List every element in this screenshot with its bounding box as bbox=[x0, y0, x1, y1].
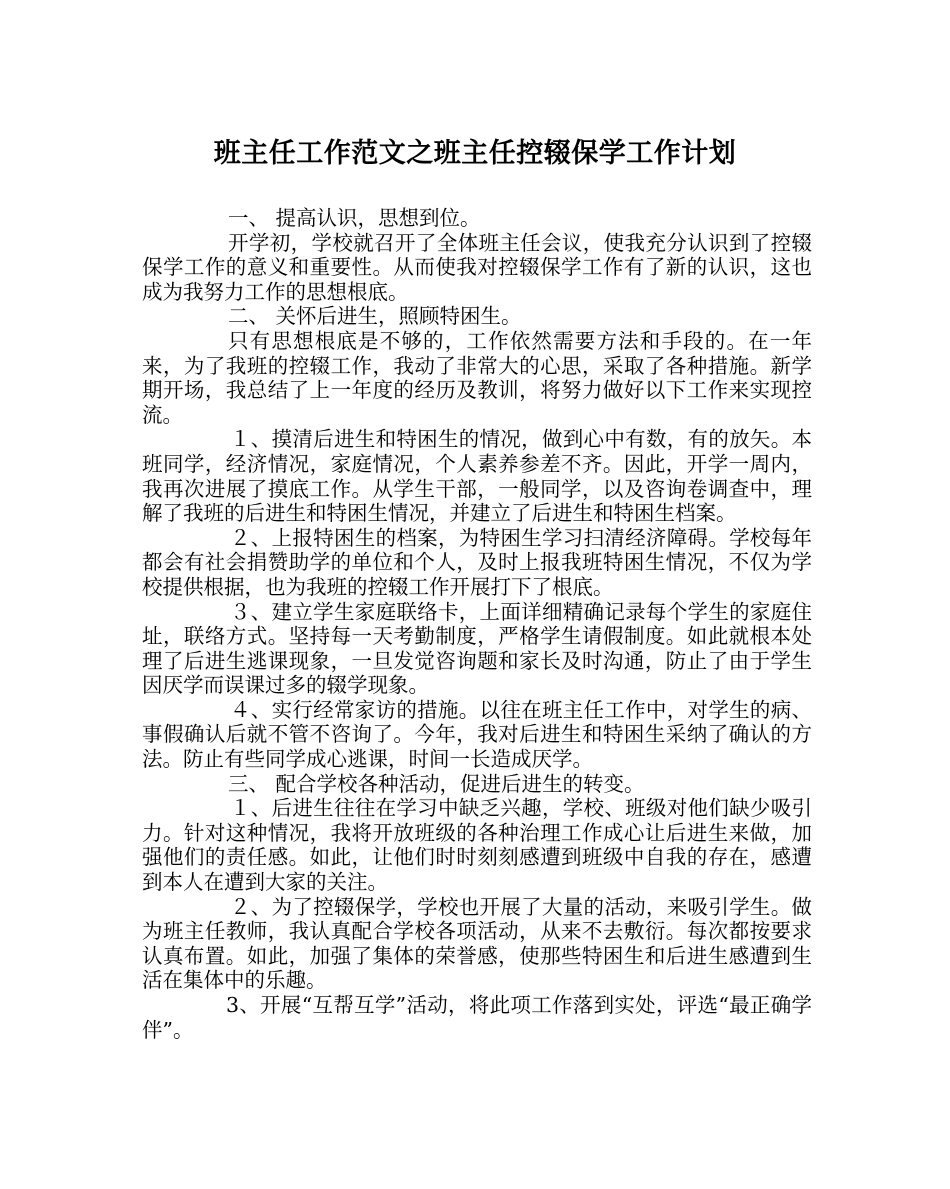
list-item: ２、上报特困生的档案，为特困生学习扫清经济障碍。学校每年都会有社会捐赞助学的单位和个人，及时上报我班特困生情况，不仅为学校提供根据，也为我班的控辍工作开展打下了根底。 bbox=[142, 525, 812, 599]
list-item: １、摸清后进生和特困生的情况，做到心中有数，有的放矢。本班同学，经济情况，家庭情况，个人素养参差不齐。因此，开学一周内，我再次进展了摸底工作。从学生干部，一般同学，以及咨询卷调查中，理解了我班的后进生和特困生情况，并建立了后进生和特困生档案。 bbox=[142, 427, 812, 526]
section-heading-1: 一、 提高认识，思想到位。 bbox=[228, 206, 481, 230]
list-item: １、后进生往往在学习中缺乏兴趣，学校、班级对他们缺少吸引力。针对这种情况，我将开放班级的各种治理工作成心让后进生来做，加强他们的责任感。如此，让他们时时刻刻感遭到班级中自我的存在，感遭到本人在遭到大家的关注。 bbox=[142, 796, 812, 895]
list-item: ２、为了控辍保学，学校也开展了大量的活动，来吸引学生。做为班主任教师，我认真配合学校各项活动，从来不去敷衍。每次都按要求认真布置。如此，加强了集体的荣誉感，使那些特困生和后进生感遭到生活在集体中的乐趣。 bbox=[142, 894, 812, 993]
list-item: ３、建立学生家庭联络卡，上面详细精确记录每个学生的家庭住址，联络方式。坚持每一天考勤制度，严格学生请假制度。如此就根本处理了后进生逃课现象，一旦发觉咨询题和家长及时沟通，防止了由于学生因厌学而误课过多的辍学现象。 bbox=[142, 599, 812, 698]
document-title: 班主任工作范文之班主任控辍保学工作计划 bbox=[213, 138, 737, 169]
list-item: 3、开展“互帮互学”活动，将此项工作落到实处，评选“最正确学伴”。 bbox=[142, 993, 812, 1042]
list-item: ４、实行经常家访的措施。以往在班主任工作中，对学生的病、事假确认后就不管不咨询了。今年，我对后进生和特困生采纳了确认的方法。防止有些同学成心逃课，时间一长造成厌学。 bbox=[142, 697, 812, 772]
document-body bbox=[142, 206, 812, 1042]
section-heading-3: 三、 配合学校各种活动，促进后进生的转变。 bbox=[228, 771, 645, 796]
paragraph: 只有思想根底是不够的，工作依然需要方法和手段的。在一年来，为了我班的控辍工作，我动了非常大的心思，采取了各种措施。新学期开场，我总结了上一年度的经历及教训，将努力做好以下工作来实现控流。 bbox=[142, 328, 812, 427]
section-heading-2: 二、 关怀后进生，照顾特困生。 bbox=[228, 304, 522, 329]
paragraph: 开学初，学校就召开了全体班主任会议，使我充分认识到了控辍保学工作的意义和重要性。从而使我对控辍保学工作有了新的认识，这也成为我努力工作的思想根底。 bbox=[142, 230, 812, 304]
